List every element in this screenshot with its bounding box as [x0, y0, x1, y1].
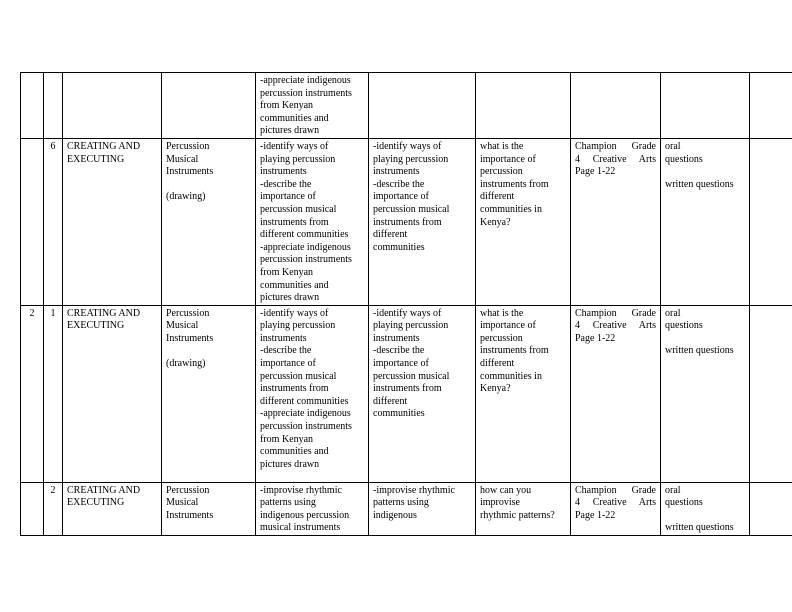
- scheme-of-work-table: [20, 72, 792, 536]
- cell-text-line: pictures drawn: [260, 458, 320, 470]
- cell-text-line: what is the: [480, 307, 524, 319]
- cell-text-line: percussion instruments: [260, 87, 352, 99]
- cell-text-line: pictures drawn: [260, 292, 320, 304]
- cell-text-line: Champion Grade: [575, 484, 656, 496]
- cell-text-line: from Kenyan: [260, 266, 314, 278]
- cell-text-line: what is the: [480, 140, 524, 152]
- cell-text-line: Kenya?: [480, 383, 511, 395]
- cell-text-line: instruments from: [260, 216, 329, 228]
- cell-text-line: 4 Creative Arts: [575, 320, 656, 332]
- cell-text-line: -identify ways of: [260, 140, 329, 152]
- learning-outcomes-cell: [256, 305, 369, 482]
- cell-text-line: different communities: [260, 395, 349, 407]
- cell-text-line: percussion musical: [260, 370, 337, 382]
- cell-text-line: importance of: [480, 320, 536, 332]
- table-row: [21, 73, 792, 139]
- cell-text-line: instruments from: [480, 178, 549, 190]
- sub-strand-cell: [162, 305, 256, 482]
- remarks-cell: [750, 305, 792, 482]
- key-inquiry-question-cell: [476, 73, 571, 139]
- cell-text-line: -describe the: [373, 178, 425, 190]
- cell-text-line: written questions: [665, 345, 734, 357]
- table-row: [21, 138, 792, 305]
- learning-experiences-cell: [369, 305, 476, 482]
- remarks-cell: [750, 482, 792, 535]
- cell-text-line: percussion musical: [373, 370, 450, 382]
- cell-text-line: importance of: [373, 191, 429, 203]
- cell-text-line: Percussion: [166, 140, 210, 152]
- cell-text-line: EXECUTING: [67, 153, 125, 165]
- cell-text-line: playing percussion: [260, 153, 336, 165]
- lesson-cell: [44, 73, 63, 139]
- cell-text-line: importance of: [260, 191, 316, 203]
- cell-text-line: communities: [373, 241, 425, 253]
- sub-strand-cell: [162, 482, 256, 535]
- learning-outcomes-cell: [256, 482, 369, 535]
- learning-resources-cell: [571, 138, 661, 305]
- cell-text-line: Page 1-22: [575, 332, 616, 344]
- learning-outcomes-cell: [256, 73, 369, 139]
- week-cell: 2: [21, 305, 44, 482]
- cell-text-line: instruments from: [480, 345, 549, 357]
- cell-text-line: instruments from: [373, 216, 442, 228]
- cell-text-line: written questions: [665, 522, 734, 534]
- cell-text-line: different communities: [260, 229, 349, 241]
- cell-text-line: percussion: [480, 332, 523, 344]
- cell-text-line: communities and: [260, 279, 329, 291]
- cell-text-line: oral: [665, 140, 681, 152]
- cell-text-line: different: [480, 358, 515, 370]
- cell-text-line: playing percussion: [373, 320, 449, 332]
- cell-text-line: Page 1-22: [575, 166, 616, 178]
- cell-text-line: -identify ways of: [373, 307, 442, 319]
- cell-text-line: communities and: [260, 112, 329, 124]
- cell-text-line: instruments: [373, 166, 420, 178]
- cell-text-line: -appreciate indigenous: [260, 75, 351, 86]
- assessment-cell: [661, 305, 750, 482]
- cell-text-line: importance of: [480, 153, 536, 165]
- strand-cell: [63, 305, 162, 482]
- week-cell: [21, 482, 44, 535]
- cell-text-line: improvise: [480, 497, 520, 509]
- assessment-cell: [661, 138, 750, 305]
- cell-text-line: playing percussion: [260, 320, 336, 332]
- strand-cell: [63, 138, 162, 305]
- cell-text-line: different: [373, 395, 408, 407]
- lesson-cell: 2: [44, 482, 63, 535]
- cell-text-line: questions: [665, 320, 703, 332]
- learning-resources-cell: [571, 73, 661, 139]
- cell-text-line: musical instruments: [260, 522, 341, 534]
- cell-text-line: instruments: [260, 332, 307, 344]
- cell-text-line: Instruments: [166, 166, 214, 178]
- cell-text-line: communities in: [480, 203, 542, 215]
- cell-text-line: instruments from: [260, 383, 329, 395]
- cell-text-line: instruments: [373, 332, 420, 344]
- sub-strand-cell: [162, 138, 256, 305]
- cell-text-line: Musical: [166, 320, 199, 332]
- strand-cell: [63, 482, 162, 535]
- learning-resources-cell: [571, 305, 661, 482]
- cell-text-line: rhythmic patterns?: [480, 509, 555, 521]
- cell-text-line: playing percussion: [373, 153, 449, 165]
- cell-text-line: percussion: [480, 166, 523, 178]
- cell-text-line: Percussion: [166, 307, 210, 319]
- strand-cell: [63, 73, 162, 139]
- cell-text-line: percussion musical: [260, 203, 337, 215]
- cell-text-line: different: [480, 191, 515, 203]
- cell-text-line: importance of: [373, 358, 429, 370]
- week-cell: [21, 138, 44, 305]
- cell-text-line: oral: [665, 307, 681, 319]
- cell-text-line: Instruments: [166, 332, 214, 344]
- cell-text-line: Page 1-22: [575, 509, 616, 521]
- cell-text-line: 4 Creative Arts: [575, 153, 656, 165]
- table-row: [21, 305, 792, 482]
- learning-resources-cell: [571, 482, 661, 535]
- cell-text-line: importance of: [260, 358, 316, 370]
- cell-text-line: oral: [665, 484, 681, 496]
- cell-text-line: percussion musical: [373, 203, 450, 215]
- cell-text-line: (drawing): [166, 358, 206, 370]
- cell-text-line: questions: [665, 153, 703, 165]
- cell-text-line: -appreciate indigenous: [260, 241, 351, 253]
- cell-text-line: (drawing): [166, 191, 206, 203]
- cell-text-line: CREATING AND: [67, 484, 141, 496]
- cell-text-line: EXECUTING: [67, 497, 125, 509]
- cell-text-line: -describe the: [260, 178, 312, 190]
- lesson-cell: 1: [44, 305, 63, 482]
- cell-text-line: different: [373, 229, 408, 241]
- cell-text-line: 4 Creative Arts: [575, 497, 656, 509]
- sub-strand-cell: [162, 73, 256, 139]
- cell-text-line: -identify ways of: [373, 140, 442, 152]
- cell-text-line: Champion Grade: [575, 307, 656, 319]
- cell-text-line: written questions: [665, 178, 734, 190]
- cell-text-line: percussion instruments: [260, 254, 352, 266]
- assessment-cell: [661, 73, 750, 139]
- remarks-cell: [750, 73, 792, 139]
- cell-text-line: Champion Grade: [575, 140, 656, 152]
- cell-text-line: indigenous: [373, 509, 417, 521]
- remarks-cell: [750, 138, 792, 305]
- cell-text-line: patterns using: [260, 497, 316, 509]
- learning-experiences-cell: [369, 482, 476, 535]
- learning-outcomes-cell: [256, 138, 369, 305]
- key-inquiry-question-cell: [476, 482, 571, 535]
- cell-text-line: communities: [373, 408, 425, 420]
- cell-text-line: how can you: [480, 484, 532, 496]
- table-row: [21, 482, 792, 535]
- key-inquiry-question-cell: [476, 138, 571, 305]
- cell-text-line: communities in: [480, 370, 542, 382]
- cell-text-line: Kenya?: [480, 216, 511, 228]
- lesson-cell: 6: [44, 138, 63, 305]
- cell-text-line: from Kenyan: [260, 433, 314, 445]
- cell-text-line: Percussion: [166, 484, 210, 496]
- cell-text-line: EXECUTING: [67, 320, 125, 332]
- cell-text-line: Musical: [166, 497, 199, 509]
- cell-text-line: -appreciate indigenous: [260, 408, 351, 420]
- cell-text-line: indigenous percussion: [260, 509, 350, 521]
- cell-text-line: questions: [665, 497, 703, 509]
- learning-experiences-cell: [369, 138, 476, 305]
- learning-experiences-cell: [369, 73, 476, 139]
- cell-text-line: -describe the: [373, 345, 425, 357]
- cell-text-line: -improvise rhythmic: [260, 484, 342, 496]
- assessment-cell: [661, 482, 750, 535]
- cell-text-line: Musical: [166, 153, 199, 165]
- cell-text-line: percussion instruments: [260, 421, 352, 433]
- cell-text-line: from Kenyan: [260, 100, 314, 112]
- cell-text-line: instruments from: [373, 383, 442, 395]
- key-inquiry-question-cell: [476, 305, 571, 482]
- cell-text-line: -describe the: [260, 345, 312, 357]
- cell-text-line: CREATING AND: [67, 140, 141, 152]
- cell-text-line: Instruments: [166, 509, 214, 521]
- cell-text-line: pictures drawn: [260, 125, 320, 137]
- cell-text-line: -improvise rhythmic: [373, 484, 455, 496]
- week-cell: [21, 73, 44, 139]
- cell-text-line: -identify ways of: [260, 307, 329, 319]
- cell-text-line: communities and: [260, 446, 329, 458]
- cell-text-line: CREATING AND: [67, 307, 141, 319]
- cell-text-line: patterns using: [373, 497, 429, 509]
- cell-text-line: instruments: [260, 166, 307, 178]
